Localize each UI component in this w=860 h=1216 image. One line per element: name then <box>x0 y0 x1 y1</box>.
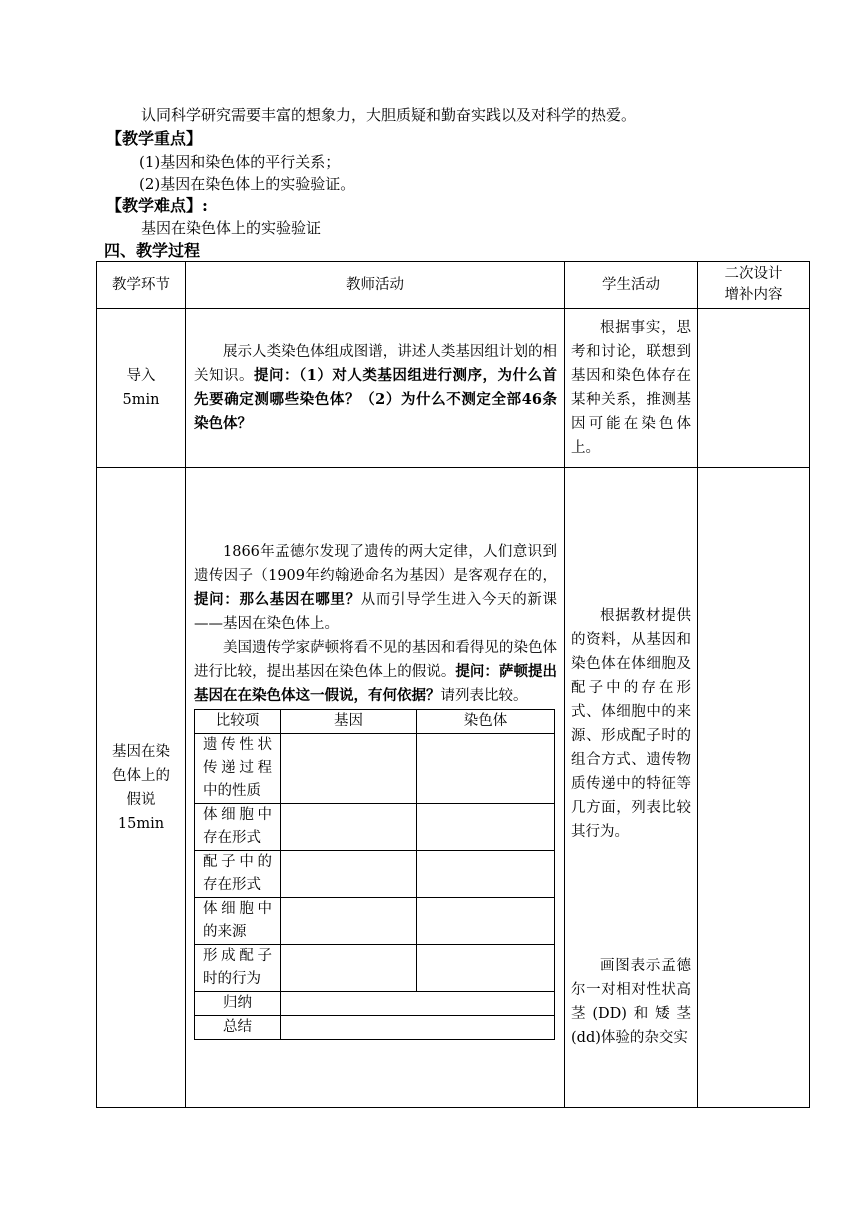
summary-conclusion-cell <box>281 1016 555 1040</box>
compare-item: 形成配子时的行为 <box>195 945 281 992</box>
teacher-hyp-p1b: 从而引导学生进入今天的新课——基因在染色体上。 <box>194 592 558 632</box>
comparison-table <box>194 709 555 1040</box>
key-points-heading: 【教学重点】 <box>106 129 203 148</box>
stage-intro-line2: 5min <box>122 392 160 408</box>
teacher-hyp-q1: 提问：那么基因在哪里？ <box>194 591 361 608</box>
row-hypothesis <box>97 468 810 1108</box>
student-intro-text: 根据事实，思考和讨论，联想到基因和染色体存在某种关系，推测基因可能在染色体上。 <box>571 320 691 456</box>
summary-label-induction: 归纳 <box>195 992 281 1016</box>
compare-gene-cell <box>281 945 417 992</box>
summary-row <box>195 1016 555 1040</box>
stage-hyp-line3: 假说 <box>126 791 156 808</box>
header-teacher: 教师活动 <box>186 262 565 309</box>
compare-chromosome-cell <box>417 945 555 992</box>
header-student: 学生活动 <box>565 262 698 309</box>
stage-hyp-line2: 色体上的 <box>112 767 170 784</box>
compare-gene-cell <box>281 734 417 804</box>
student-hypothesis <box>565 468 698 1108</box>
student-hyp-text-a: 根据教材提供的资料，从基因和染色体在体细胞及配子中的存在形式、体细胞中的来源、形成配子时的组合方式、遗传物质传递中的特征等几方面，列表比较其行为。 <box>571 608 691 840</box>
teacher-intro-text <box>194 340 557 436</box>
key-point-2: (2)基因在染色体上的实验验证。 <box>139 175 356 193</box>
header-design-line1: 二次设计 <box>724 266 783 282</box>
difficulty-heading: 【教学难点】: <box>106 196 208 215</box>
compare-header-chromosome: 染色体 <box>417 710 555 734</box>
compare-chromosome-cell <box>417 898 555 945</box>
header-row <box>97 262 810 309</box>
teacher-intro-plain: 展示人类染色体组成图谱，讲述人类基因组计划的相关知识。 <box>194 344 557 384</box>
compare-chromosome-cell <box>417 804 555 851</box>
stage-hypothesis <box>97 468 186 1108</box>
teacher-hyp-p2a: 美国遗传学家萨顿将看不见的基因和看得见的染色体进行比较，提出基因在染色体上的假说。 <box>194 640 557 680</box>
teacher-hyp-q2: 提问：萨顿提出基因在在染色体这一假说，有何依据？ <box>194 663 557 704</box>
teacher-hyp-p1 <box>194 540 557 636</box>
header-design-line2: 增补内容 <box>724 287 783 303</box>
compare-header-item: 比较项 <box>195 710 281 734</box>
table-row <box>195 945 555 992</box>
compare-gene-cell <box>281 851 417 898</box>
comparison-header-row <box>195 710 555 734</box>
student-hyp-text-b: 画图表示孟德尔一对相对性状高茎(DD)和矮茎(dd)体验的杂交实 <box>571 958 691 1046</box>
design-hypothesis <box>698 468 810 1108</box>
intro-line: 认同科学研究需要丰富的想象力，大胆质疑和勤奋实践以及对科学的热爱。 <box>141 106 637 124</box>
table-row <box>195 734 555 804</box>
compare-chromosome-cell <box>417 734 555 804</box>
compare-item: 体细胞中存在形式 <box>195 804 281 851</box>
student-intro <box>565 309 698 468</box>
teacher-intro <box>186 309 565 468</box>
header-design <box>698 262 810 309</box>
stage-hyp-line4: 15min <box>117 815 165 832</box>
compare-item: 体细胞中的来源 <box>195 898 281 945</box>
teacher-hyp-p2 <box>194 636 557 708</box>
teacher-hyp-p1a: 1866年孟德尔发现了遗传的两大定律，人们意识到遗传因子（1909年约翰逊命名为基因）是客观存在的， <box>194 544 557 584</box>
compare-header-gene: 基因 <box>281 710 417 734</box>
section-title: 四、教学过程 <box>104 241 201 260</box>
row-intro <box>97 309 810 468</box>
stage-intro-line1: 导入 <box>126 368 156 384</box>
design-intro <box>698 309 810 468</box>
table-row <box>195 851 555 898</box>
header-stage: 教学环节 <box>97 262 186 309</box>
teacher-hypothesis <box>186 468 565 1108</box>
table-row <box>195 804 555 851</box>
table-row <box>195 898 555 945</box>
compare-chromosome-cell <box>417 851 555 898</box>
compare-gene-cell <box>281 804 417 851</box>
summary-label-conclusion: 总结 <box>195 1016 281 1040</box>
teaching-process-table <box>96 261 810 1108</box>
stage-intro <box>97 309 186 468</box>
teacher-intro-question: 提问：（1）对人类基因组进行测序，为什么首先要确定测哪些染色体？（2）为什么不测定全部46条染色体？ <box>194 367 557 432</box>
compare-item: 遗传性状传递过程中的性质 <box>195 734 281 804</box>
summary-row <box>195 992 555 1016</box>
compare-gene-cell <box>281 898 417 945</box>
summary-induction-cell <box>281 992 555 1016</box>
key-point-1: (1)基因和染色体的平行关系； <box>139 153 341 171</box>
stage-hyp-line1: 基因在染 <box>112 743 170 760</box>
compare-item: 配子中的存在形式 <box>195 851 281 898</box>
difficulty-text: 基因在染色体上的实验验证 <box>141 219 322 237</box>
teacher-hyp-p2b: 请列表比较。 <box>440 688 528 704</box>
